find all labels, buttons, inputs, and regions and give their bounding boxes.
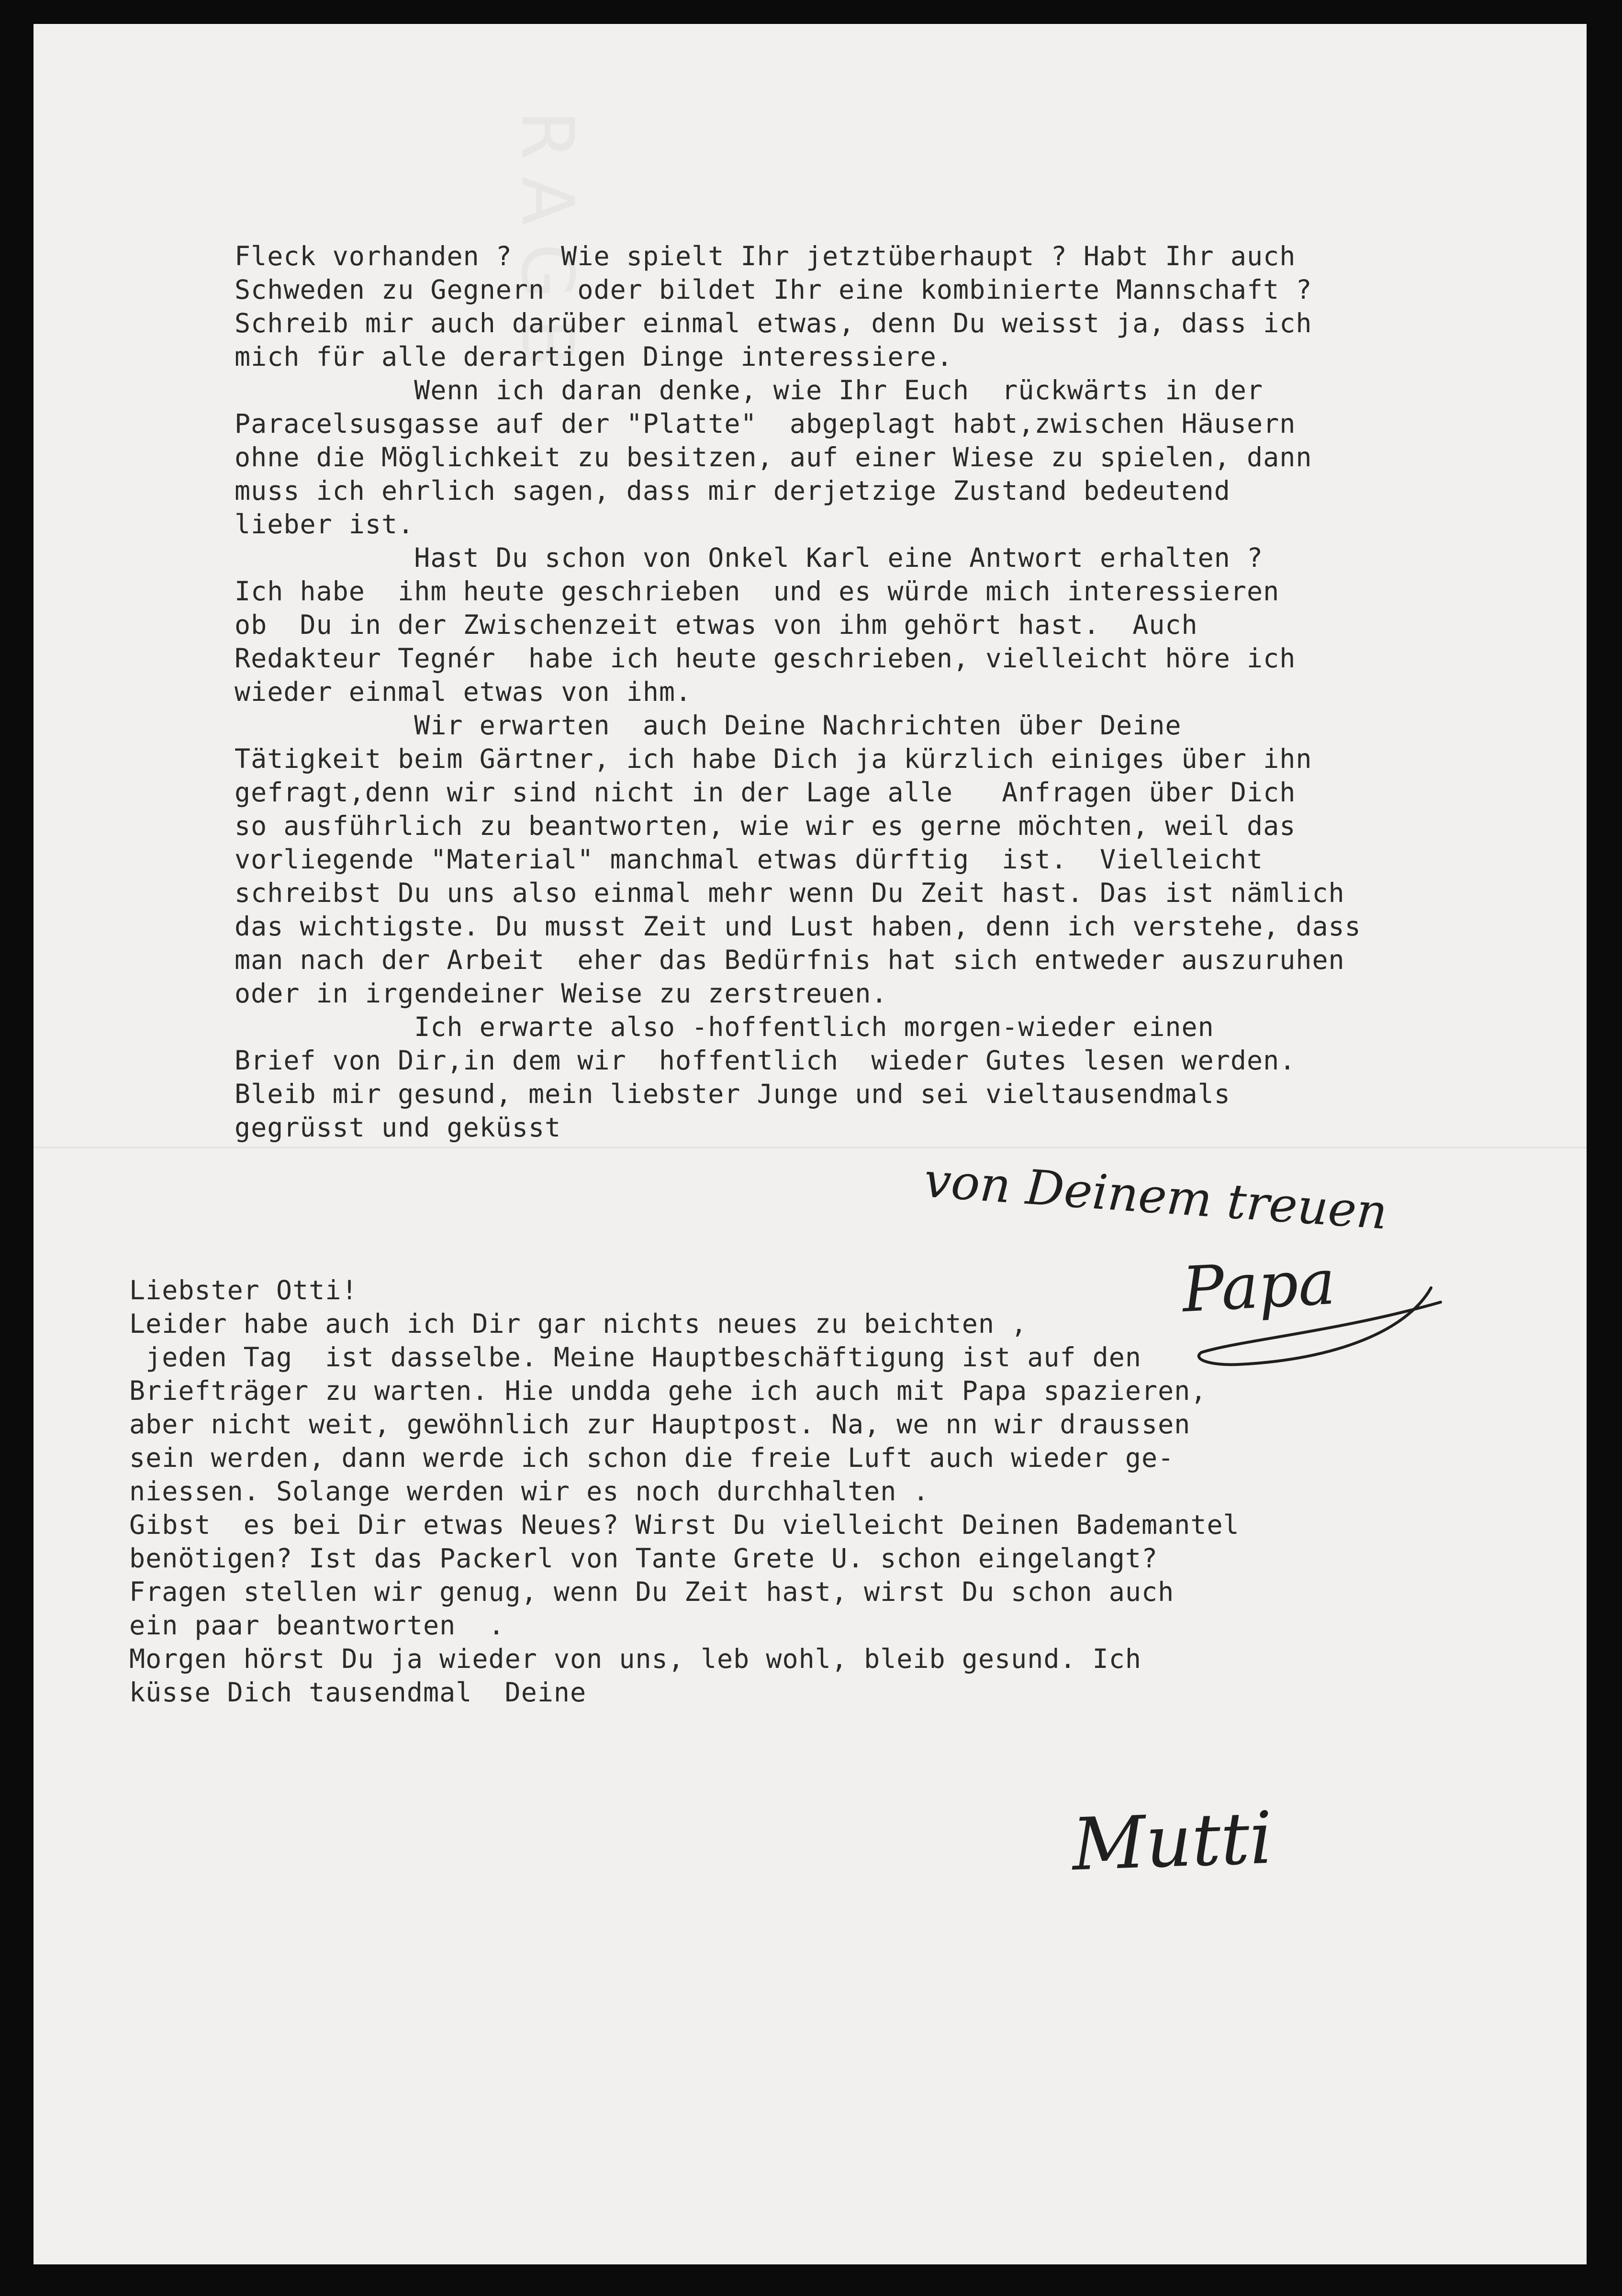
text-line: Ich erwarte also -hoffentlich morgen-wieder einen: [235, 1012, 1214, 1042]
text-line: Wir erwarten auch Deine Nachrichten über Deine: [235, 710, 1182, 741]
text-line: niessen. Solange werden wir es noch durchhalten .: [129, 1476, 929, 1507]
text-line: ohne die Möglichkeit zu besitzen, auf einer Wiese zu spielen, dann: [235, 442, 1312, 473]
mother-signature: Mutti: [1071, 1796, 1274, 1887]
text-line: Redakteur Tegnér habe ich heute geschrieben, vielleicht höre ich: [235, 643, 1296, 674]
text-line: so ausführlich zu beantworten, wie wir es gerne möchten, weil das: [235, 810, 1296, 841]
text-line: Tätigkeit beim Gärtner, ich habe Dich ja kürzlich einiges über ihn: [235, 743, 1312, 774]
text-line: Liebster Otti!: [129, 1275, 358, 1306]
text-line: Briefträger zu warten. Hie undda gehe ich auch mit Papa spazieren,: [129, 1375, 1207, 1406]
text-line: oder in irgendeiner Weise zu zerstreuen.: [235, 978, 888, 1009]
text-line: benötigen? Ist das Packerl von Tante Grete U. schon eingelangt?: [129, 1543, 1158, 1574]
father-signature: Papa: [1180, 1245, 1337, 1327]
text-line: Paracelsusgasse auf der "Platte" abgeplagt habt,zwischen Häusern: [235, 408, 1296, 439]
text-line: Schreib mir auch darüber einmal etwas, denn Du weisst ja, dass ich: [235, 308, 1312, 338]
text-line: aber nicht weit, gewöhnlich zur Hauptpost. Na, we nn wir draussen: [129, 1409, 1191, 1440]
text-line: schreibst Du uns also einmal mehr wenn Du Zeit hast. Das ist nämlich: [235, 878, 1345, 908]
text-line: jeden Tag ist dasselbe. Meine Hauptbeschäftigung ist auf den: [129, 1342, 1141, 1373]
text-line: Brief von Dir,in dem wir hoffentlich wieder Gutes lesen werden.: [235, 1045, 1296, 1076]
text-line: vorliegende "Material" manchmal etwas dürftig ist. Vielleicht: [235, 844, 1264, 875]
text-line: Leider habe auch ich Dir gar nichts neues zu beichten ,: [129, 1308, 1028, 1339]
paper-fold: [34, 1147, 1587, 1148]
text-line: Schweden zu Gegnern oder bildet Ihr eine kombinierte Mannschaft ?: [235, 274, 1312, 305]
text-line: Fleck vorhanden ? Wie spielt Ihr jetztüberhaupt ? Habt Ihr auch: [235, 241, 1296, 271]
father-typed-text: [235, 239, 1361, 1144]
text-line: sein werden, dann werde ich schon die freie Luft auch wieder ge-: [129, 1442, 1175, 1473]
text-line: lieber ist.: [235, 509, 414, 540]
text-line: das wichtigste. Du musst Zeit und Lust haben, denn ich verstehe, dass: [235, 911, 1361, 942]
text-line: Bleib mir gesund, mein liebster Junge und sei vieltausendmals: [235, 1079, 1230, 1109]
text-line: Fragen stellen wir genug, wenn Du Zeit hast, wirst Du schon auch: [129, 1576, 1175, 1607]
text-line: gegrüsst und geküsst: [235, 1112, 561, 1143]
text-line: Hast Du schon von Onkel Karl eine Antwort erhalten ?: [235, 542, 1264, 573]
text-line: Wenn ich daran denke, wie Ihr Euch rückwärts in der: [235, 375, 1264, 405]
mother-typed-text: [129, 1273, 1240, 1709]
text-line: muss ich ehrlich sagen, dass mir derjetzige Zustand bedeutend: [235, 475, 1230, 506]
text-line: man nach der Arbeit eher das Bedürfnis hat sich entweder auszuruhen: [235, 945, 1345, 975]
text-line: ob Du in der Zwischenzeit etwas von ihm gehört hast. Auch: [235, 609, 1198, 640]
father-closing: von Deinem treuen: [922, 1152, 1389, 1240]
text-line: küsse Dich tausendmal Deine: [129, 1677, 587, 1708]
text-line: Gibst es bei Dir etwas Neues? Wirst Du vielleicht Deinen Bademantel: [129, 1509, 1240, 1540]
text-line: gefragt,denn wir sind nicht in der Lage alle Anfragen über Dich: [235, 777, 1296, 808]
text-line: ein paar beantworten .: [129, 1610, 505, 1641]
text-line: wieder einmal etwas von ihm.: [235, 676, 692, 707]
text-line: mich für alle derartigen Dinge interessiere.: [235, 341, 953, 372]
letter-page: [34, 24, 1587, 2264]
text-line: Morgen hörst Du ja wieder von uns, leb wohl, bleib gesund. Ich: [129, 1643, 1141, 1674]
text-line: Ich habe ihm heute geschrieben und es würde mich interessieren: [235, 576, 1280, 607]
